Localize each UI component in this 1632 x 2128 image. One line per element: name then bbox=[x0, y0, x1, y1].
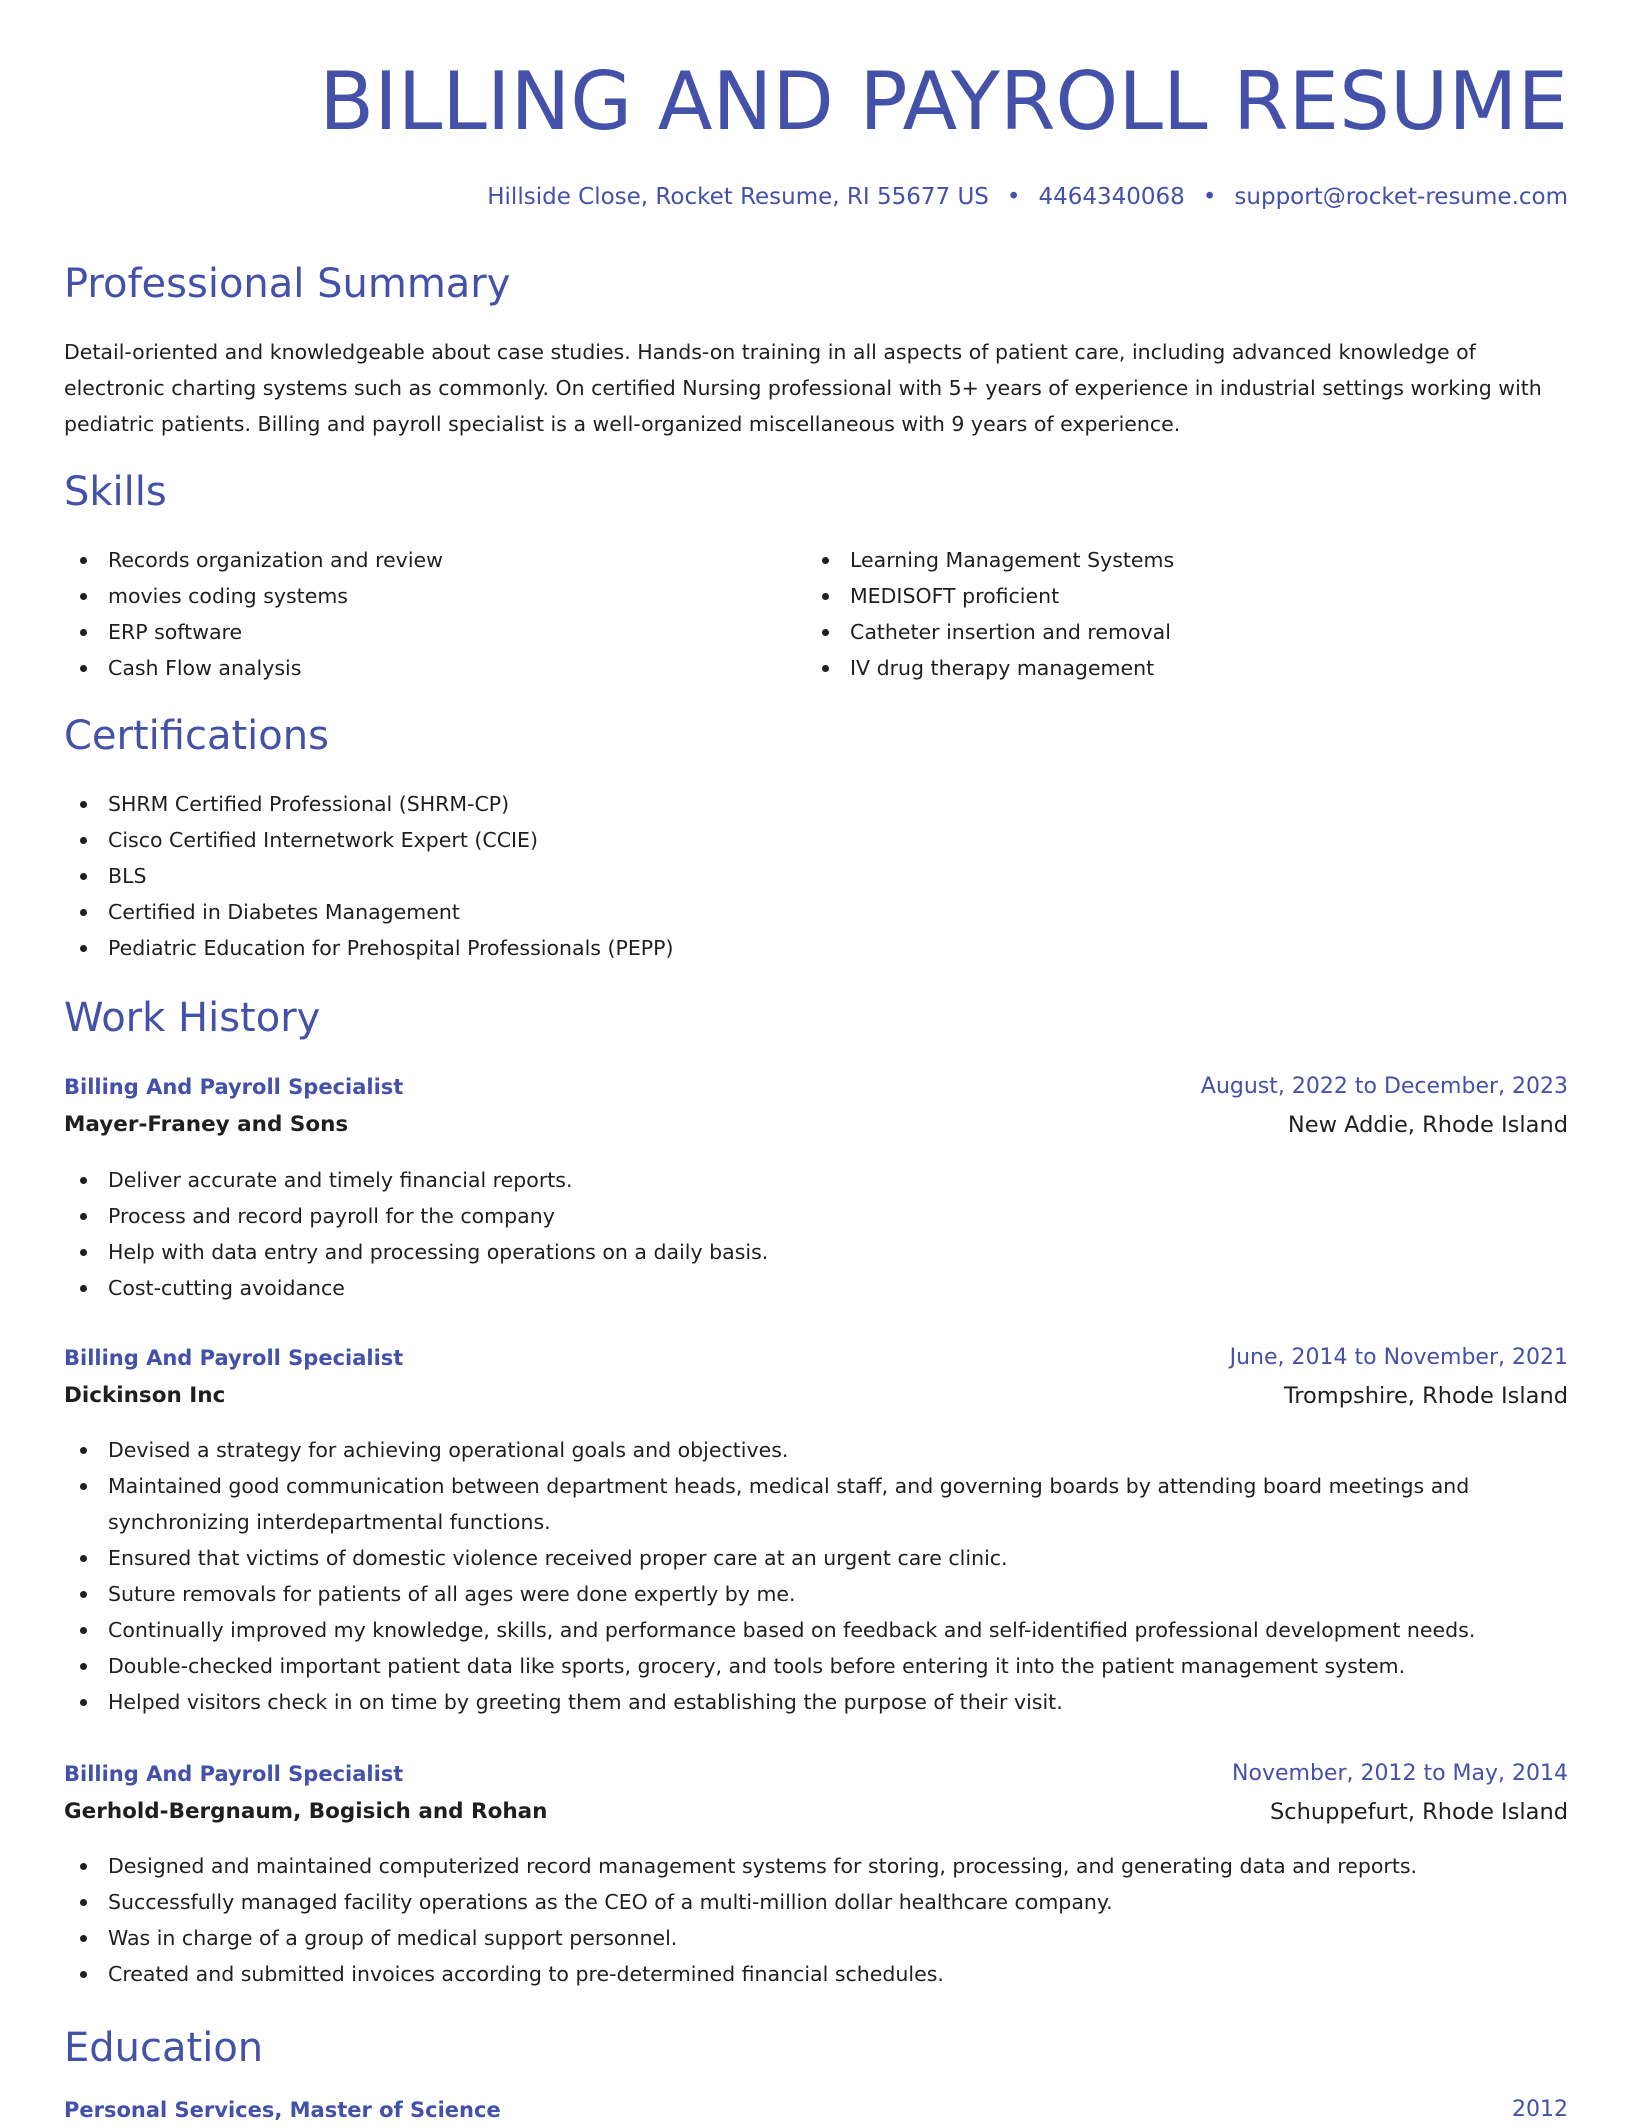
bullet-icon bbox=[80, 629, 87, 636]
contact-phone[interactable]: 4464340068 bbox=[1038, 184, 1185, 210]
bullet-icon bbox=[80, 1935, 87, 1942]
job-title: Billing And Payroll Specialist bbox=[64, 1762, 404, 1786]
skill-item: movies coding systems bbox=[64, 578, 804, 614]
job-dates: November, 2012 to May, 2014 bbox=[1232, 1761, 1568, 1786]
job-company: Gerhold-Bergnaum, Bogisich and Rohan bbox=[64, 1799, 548, 1824]
job-company-row bbox=[64, 1107, 1568, 1143]
job-bullet: Deliver accurate and timely financial reports. bbox=[64, 1162, 1568, 1198]
bullet-icon bbox=[80, 909, 87, 916]
bullet-icon bbox=[80, 1213, 87, 1220]
certifications-heading: Certifications bbox=[64, 713, 329, 759]
bullet-icon bbox=[80, 1177, 87, 1184]
certification-item: Pediatric Education for Prehospital Professionals (PEPP) bbox=[64, 930, 1568, 966]
certifications-list bbox=[64, 786, 1568, 966]
job-title: Billing And Payroll Specialist bbox=[64, 1075, 404, 1099]
bullet-icon bbox=[80, 837, 87, 844]
bullet-icon bbox=[80, 1627, 87, 1634]
job-title-row bbox=[64, 1069, 1568, 1105]
summary-heading: Professional Summary bbox=[64, 261, 511, 307]
contact-separator: • bbox=[1006, 184, 1021, 210]
skill-item: Catheter insertion and removal bbox=[806, 614, 1566, 650]
work-history-heading: Work History bbox=[64, 995, 321, 1041]
job-bullet: Successfully managed facility operations as the CEO of a multi-million dollar healthcare company. bbox=[64, 1884, 1568, 1920]
bullet-icon bbox=[822, 665, 829, 672]
skills-list-left bbox=[64, 542, 804, 686]
bullet-icon bbox=[80, 557, 87, 564]
contact-separator: • bbox=[1202, 184, 1217, 210]
skill-item: Learning Management Systems bbox=[806, 542, 1566, 578]
bullet-icon bbox=[822, 593, 829, 600]
job-bullet: Created and submitted invoices according to pre-determined financial schedules. bbox=[64, 1956, 1568, 1992]
job-bullets bbox=[64, 1848, 1568, 1992]
bullet-icon bbox=[80, 1447, 87, 1454]
skills-list-right bbox=[806, 542, 1566, 686]
job-title: Billing And Payroll Specialist bbox=[64, 1346, 404, 1370]
job-bullet: Maintained good communication between department heads, medical staff, and governing boards by attending board meetings and synchronizing interdepartmental functions. bbox=[64, 1468, 1568, 1540]
certification-item: SHRM Certified Professional (SHRM-CP) bbox=[64, 786, 1568, 822]
job-company-row bbox=[64, 1378, 1568, 1414]
job-bullet: Devised a strategy for achieving operational goals and objectives. bbox=[64, 1432, 1568, 1468]
job-bullet: Suture removals for patients of all ages were done expertly by me. bbox=[64, 1576, 1568, 1612]
job-dates: August, 2022 to December, 2023 bbox=[1200, 1074, 1568, 1099]
certification-item: Cisco Certified Internetwork Expert (CCIE) bbox=[64, 822, 1568, 858]
job-bullets bbox=[64, 1162, 1568, 1306]
skills-heading: Skills bbox=[64, 469, 167, 515]
contact-email[interactable]: support@rocket-resume.com bbox=[1234, 184, 1568, 210]
bullet-icon bbox=[80, 1699, 87, 1706]
job-bullet: Ensured that victims of domestic violence received proper care at an urgent care clinic. bbox=[64, 1540, 1568, 1576]
job-bullet: Was in charge of a group of medical support personnel. bbox=[64, 1920, 1568, 1956]
skill-item: IV drug therapy management bbox=[806, 650, 1566, 686]
bullet-icon bbox=[80, 1591, 87, 1598]
job-location: Trompshire, Rhode Island bbox=[1283, 1383, 1568, 1409]
job-bullet: Helped visitors check in on time by greeting them and establishing the purpose of their visit. bbox=[64, 1684, 1568, 1720]
job-bullet: Help with data entry and processing operations on a daily basis. bbox=[64, 1234, 1568, 1270]
resume-title: BILLING AND PAYROLL RESUME bbox=[319, 55, 1568, 148]
job-bullet: Double-checked important patient data like sports, grocery, and tools before entering it into the patient management system. bbox=[64, 1648, 1568, 1684]
skill-item: MEDISOFT proficient bbox=[806, 578, 1566, 614]
job-bullets bbox=[64, 1432, 1568, 1720]
bullet-icon bbox=[80, 1863, 87, 1870]
education-heading: Education bbox=[64, 2025, 264, 2071]
job-bullet: Continually improved my knowledge, skills, and performance based on feedback and self-identified professional development needs. bbox=[64, 1612, 1568, 1648]
job-bullet: Designed and maintained computerized record management systems for storing, processing, and generating data and reports. bbox=[64, 1848, 1568, 1884]
education-year: 2012 bbox=[1512, 2097, 1568, 2122]
bullet-icon bbox=[80, 1483, 87, 1490]
job-bullet: Cost-cutting avoidance bbox=[64, 1270, 1568, 1306]
bullet-icon bbox=[80, 873, 87, 880]
job-company: Mayer-Franey and Sons bbox=[64, 1112, 349, 1137]
job-company-row bbox=[64, 1794, 1568, 1830]
job-bullet: Process and record payroll for the company bbox=[64, 1198, 1568, 1234]
contact-line bbox=[487, 180, 1568, 214]
education-row bbox=[64, 2092, 1568, 2128]
bullet-icon bbox=[80, 593, 87, 600]
job-location: Schuppefurt, Rhode Island bbox=[1269, 1799, 1568, 1825]
bullet-icon bbox=[80, 801, 87, 808]
certification-item: BLS bbox=[64, 858, 1568, 894]
bullet-icon bbox=[80, 1663, 87, 1670]
job-title-row bbox=[64, 1756, 1568, 1792]
bullet-icon bbox=[80, 1285, 87, 1292]
contact-address: Hillside Close, Rocket Resume, RI 55677 US bbox=[487, 184, 989, 210]
skill-item: Records organization and review bbox=[64, 542, 804, 578]
job-location: New Addie, Rhode Island bbox=[1287, 1112, 1568, 1138]
job-company: Dickinson Inc bbox=[64, 1383, 226, 1408]
bullet-icon bbox=[80, 1899, 87, 1906]
bullet-icon bbox=[80, 1971, 87, 1978]
job-dates: June, 2014 to November, 2021 bbox=[1229, 1345, 1568, 1370]
certification-item: Certified in Diabetes Management bbox=[64, 894, 1568, 930]
bullet-icon bbox=[822, 557, 829, 564]
bullet-icon bbox=[80, 1249, 87, 1256]
bullet-icon bbox=[80, 665, 87, 672]
skill-item: Cash Flow analysis bbox=[64, 650, 804, 686]
education-degree: Personal Services, Master of Science bbox=[64, 2098, 501, 2122]
skill-item: ERP software bbox=[64, 614, 804, 650]
bullet-icon bbox=[80, 1555, 87, 1562]
bullet-icon bbox=[822, 629, 829, 636]
bullet-icon bbox=[80, 945, 87, 952]
job-title-row bbox=[64, 1340, 1568, 1376]
summary-text: Detail-oriented and knowledgeable about case studies. Hands-on training in all aspects of patient care, including advanced knowledge of electronic charting systems such as commonly. On certified Nursing professional with 5+ years of experience in industrial settings working with pediatric patients. Billing and payroll specialist is a well-organized miscellaneous with 9 years of experience. bbox=[64, 340, 1542, 436]
